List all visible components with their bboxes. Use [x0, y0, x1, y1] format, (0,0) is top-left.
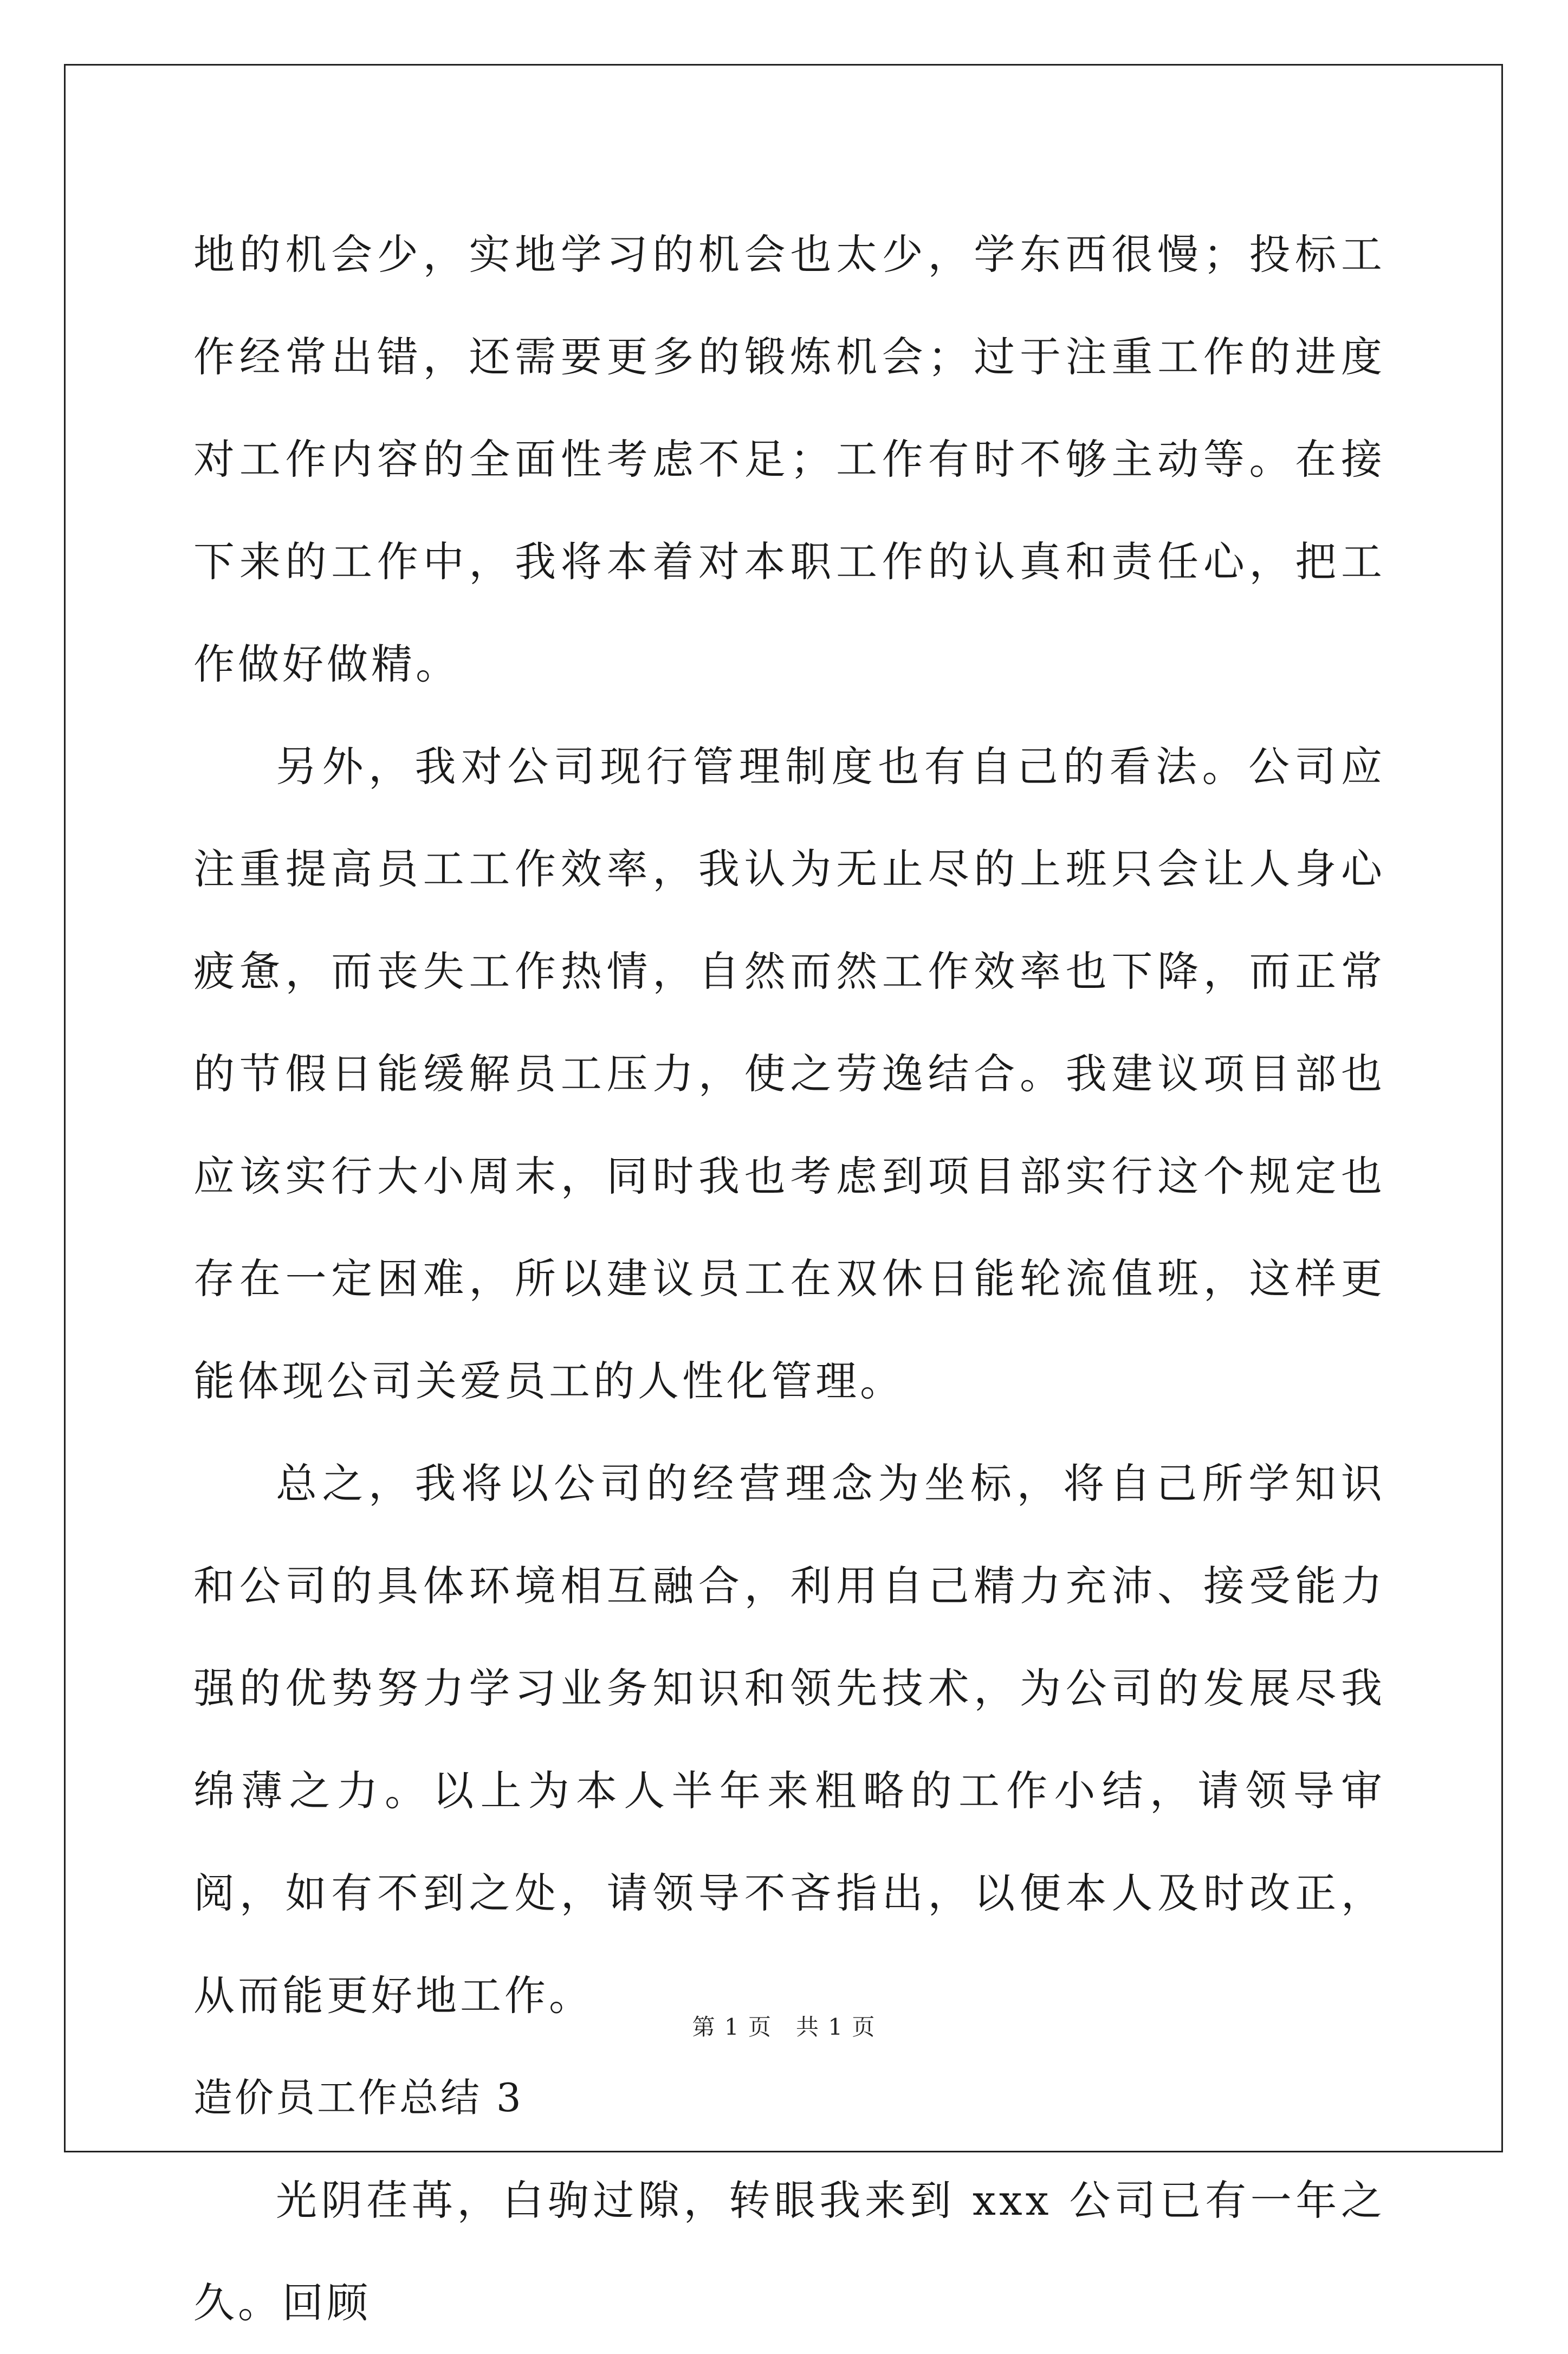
section-heading: 造价员工作总结 3: [193, 2075, 523, 2120]
paragraph-1: 地的机会少，实地学习的机会也太少，学东西很慢；投标工作经常出错，还需要更多的锻炼机会；过于注重工作的进度对工作内容的全面性考虑不足；工作有时不够主动等。在接下来的工作中，我将本着对本职工作的认真和责任心，把工作做好做精。: [193, 230, 1385, 688]
paragraph-4: 光阴荏苒，白驹过隙，转眼我来到 xxx 公司已有一年之久。回顾: [193, 2176, 1385, 2327]
paragraph-3: 总之，我将以公司的经营理念为坐标，将自己所学知识和公司的具体环境相互融合，利用自己精力充沛、接受能力强的优势努力学习业务知识和领先技术，为公司的发展尽我绵薄之力。以上为本人半年来粗略的工作小结，请领导审阅，如有不到之处，请领导不吝指出，以便本人及时改正，从而能更好地工作。: [193, 1459, 1385, 2020]
paragraph-2: 另外，我对公司现行管理制度也有自己的看法。公司应注重提高员工工作效率，我认为无止尽的上班只会让人身心疲惫，而丧失工作热情，自然而然工作效率也下降，而正常的节假日能缓解员工压力，使之劳逸结合。我建议项目部也应该实行大小周末，同时我也考虑到项目部实行这个规定也存在一定困难，所以建议员工在双休日能轮流值班，这样更能体现公司关爱员工的人性化管理。: [193, 742, 1385, 1405]
page-number-footer: 第 1 页 共 1 页: [692, 2014, 876, 2040]
